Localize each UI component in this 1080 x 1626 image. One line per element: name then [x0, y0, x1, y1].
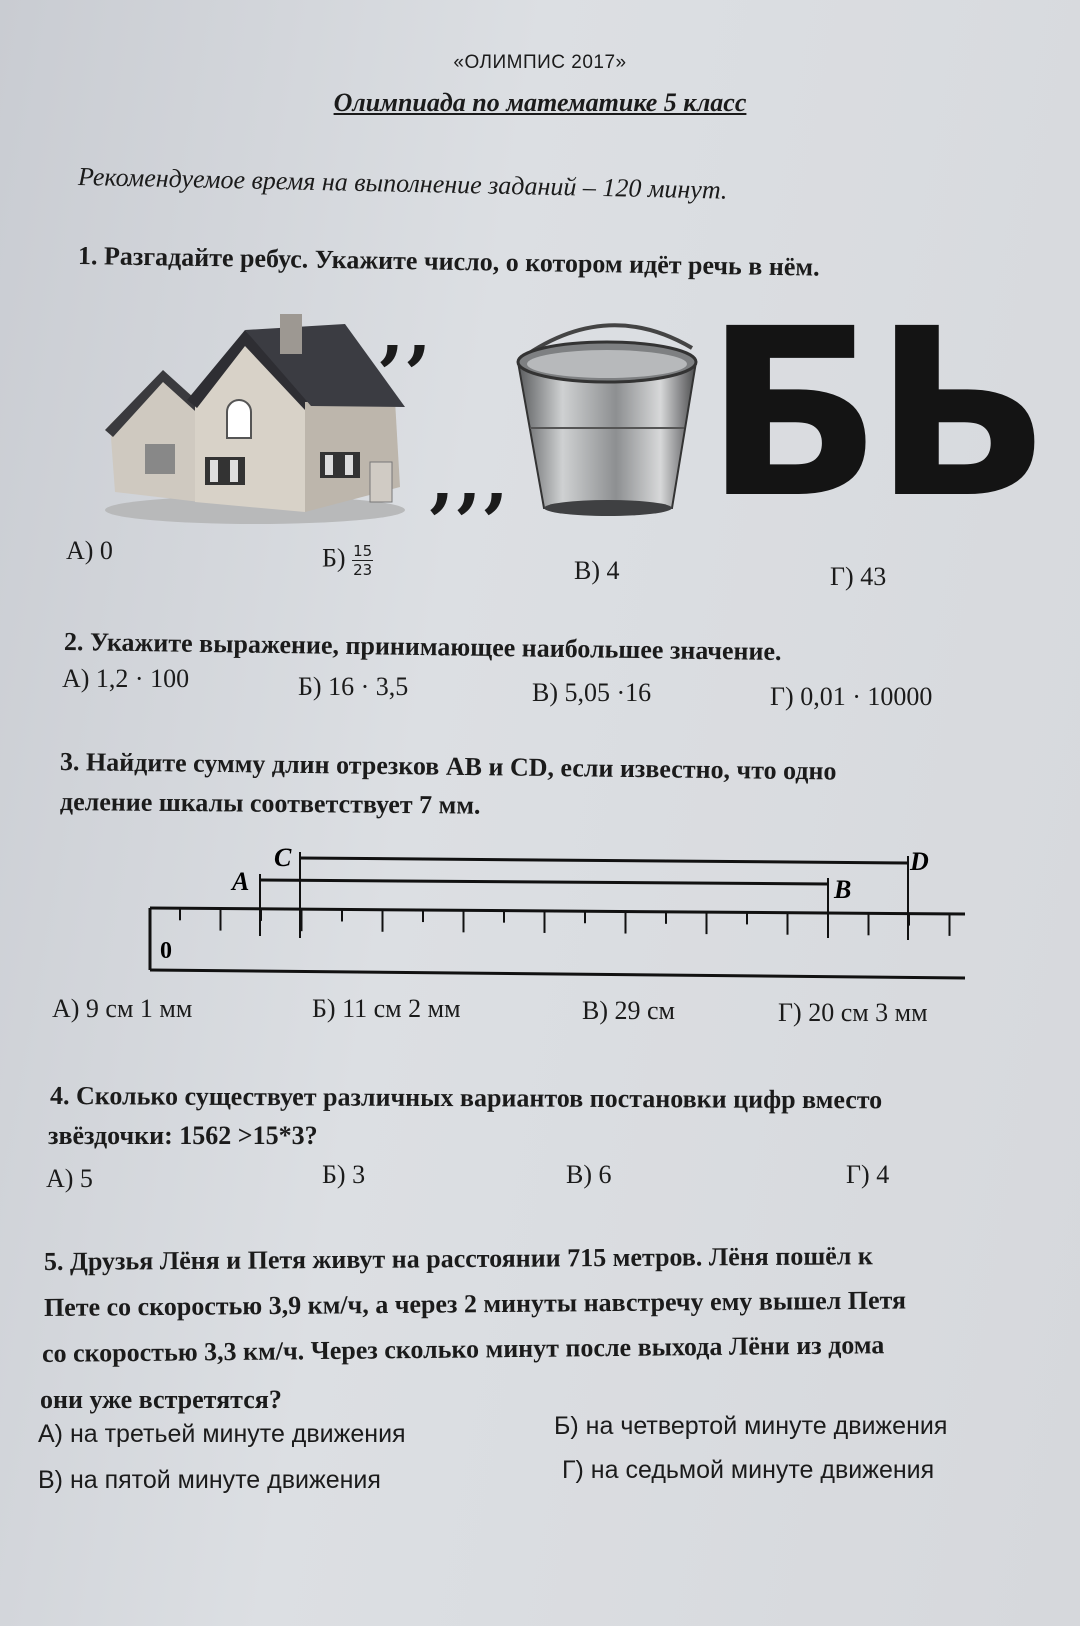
point-c-label: C: [274, 843, 292, 872]
rebus-letters: БЬ: [705, 279, 1043, 549]
page-title: Олимпиада по математике 5 класс: [333, 88, 747, 117]
q1-option-b-label: Б): [322, 543, 346, 573]
question-5-text-line2: Пете со скоростью 3,9 км/ч, а через 2 минуты навстречу ему вышел Петя: [43, 1285, 907, 1322]
q1-option-v[interactable]: В) 4: [574, 556, 620, 585]
q4-option-a[interactable]: А) 5: [46, 1164, 93, 1193]
q2-option-g[interactable]: Г) 0,01 · 10000: [770, 682, 933, 711]
fraction-denominator: 23: [353, 561, 373, 579]
ruler-zero-label: 0: [160, 938, 172, 964]
ruler-diagram: [140, 838, 980, 988]
q1-option-b-fraction: [352, 542, 373, 579]
question-5-text-line3: со скоростью 3,3 км/ч. Через сколько минут после выхода Лёни из дома: [41, 1330, 885, 1368]
contest-name: «ОЛИМПИС 2017»: [453, 52, 627, 73]
q2-option-b[interactable]: Б) 16 · 3,5: [298, 672, 409, 701]
rebus-commas-bottom: ‚‚‚: [428, 433, 510, 524]
rebus-commas-top: ‚‚: [378, 285, 433, 376]
q3-option-a[interactable]: А) 9 см 1 мм: [52, 994, 193, 1023]
question-4-text-line1: 4. Сколько существует различных вариантов постановки цифр вместо: [49, 1081, 883, 1115]
q1-option-a[interactable]: А) 0: [66, 536, 113, 565]
question-1-text: 1. Разгадайте ребус. Укажите число, о котором идёт речь в нём.: [77, 241, 820, 282]
q5-option-v[interactable]: В) на пятой минуте движения: [38, 1466, 381, 1494]
point-b-label: B: [834, 875, 852, 904]
question-5-text-line1: 5. Друзья Лёня и Петя живут на расстоянии 715 метров. Лёня пошёл к: [43, 1241, 873, 1276]
q3-option-v[interactable]: В) 29 см: [582, 996, 675, 1025]
q2-option-a[interactable]: А) 1,2 · 100: [62, 664, 190, 693]
bucket-image: [512, 318, 702, 518]
q1-option-b[interactable]: [322, 542, 373, 579]
house-image: [105, 312, 415, 527]
fraction-numerator: 15: [353, 542, 373, 560]
q4-option-v[interactable]: В) 6: [566, 1160, 612, 1189]
q5-option-a[interactable]: А) на третьей минуте движения: [38, 1420, 406, 1448]
q1-option-g[interactable]: Г) 43: [830, 562, 887, 591]
q3-option-g[interactable]: Г) 20 см 3 мм: [778, 998, 928, 1027]
point-a-label: A: [232, 867, 250, 896]
q5-option-g[interactable]: Г) на седьмой минуте движения: [562, 1456, 935, 1484]
question-3-text-line1: 3. Найдите сумму длин отрезков AB и CD, если известно, что одно: [59, 747, 837, 786]
question-4-text-line2: звёздочки: 1562 >15*3?: [48, 1121, 318, 1150]
q4-option-b[interactable]: Б) 3: [322, 1160, 366, 1189]
q5-option-b[interactable]: Б) на четвертой минуте движения: [554, 1412, 948, 1440]
q4-option-g[interactable]: Г) 4: [846, 1160, 890, 1189]
q2-option-v[interactable]: В) 5,05 ·16: [532, 678, 652, 707]
q3-option-b[interactable]: Б) 11 см 2 мм: [312, 994, 461, 1023]
point-d-label: D: [910, 847, 929, 876]
time-note: Рекомендуемое время на выполнение заданий – 120 минут.: [77, 162, 728, 205]
question-5-text-line4: они уже встретятся?: [40, 1385, 282, 1414]
question-2-text: 2. Укажите выражение, принимающее наибольшее значение.: [63, 627, 782, 667]
question-3-text-line2: деление шкалы соответствует 7 мм.: [59, 787, 481, 820]
